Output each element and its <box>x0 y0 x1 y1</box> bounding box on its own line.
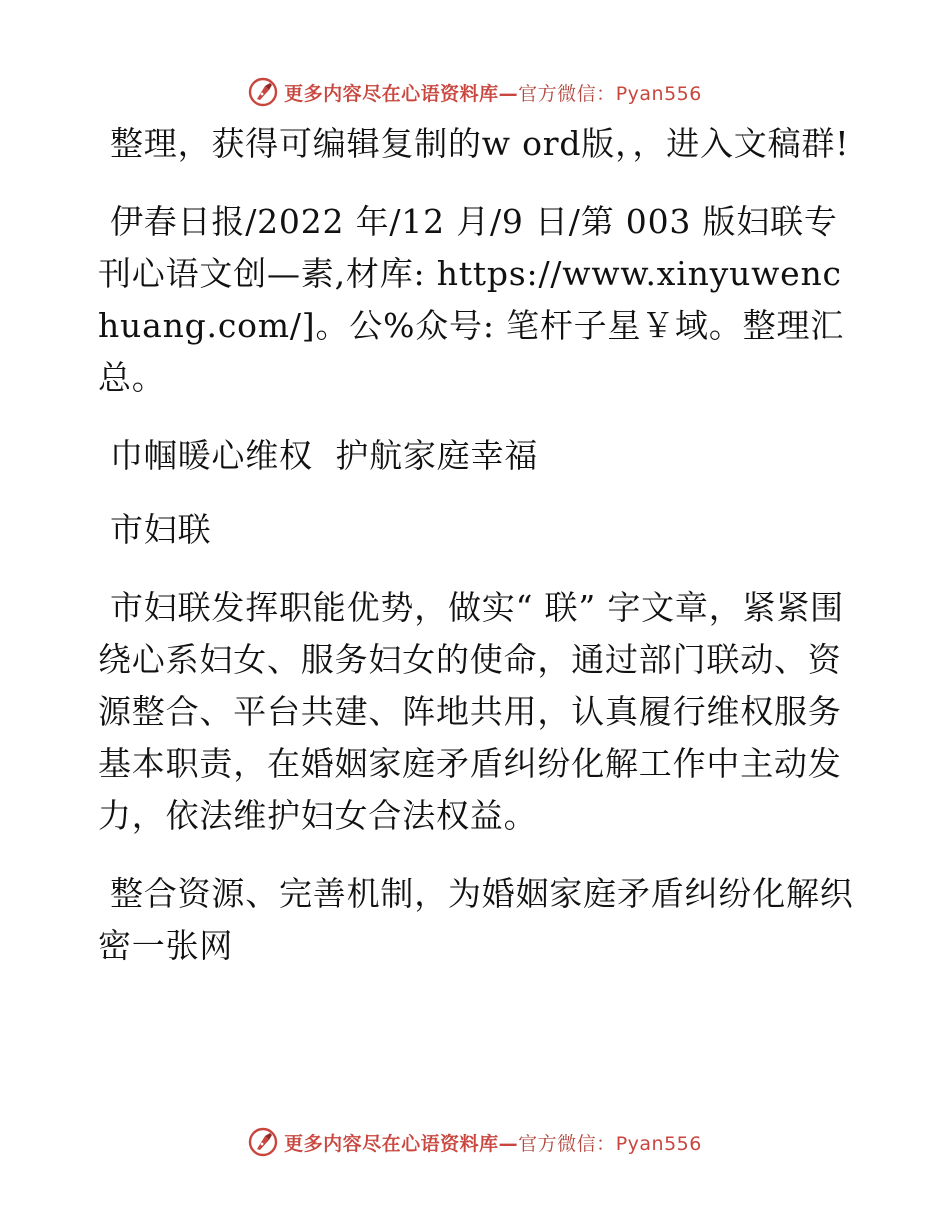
banner-dash: — <box>498 1132 519 1155</box>
article-title: 巾帼暖心维权 护航家庭幸福 <box>110 436 539 475</box>
footer-banner <box>0 1122 950 1162</box>
banner-wechat-id: Pyan556 <box>615 1132 702 1155</box>
banner-wechat-label: 官方微信： <box>518 1132 616 1155</box>
source-info-paragraph: 伊春日报/2022 年/12 月/9 日/第 003 版妇联专刊心语文创—素,材库: https://www.xinyuwenchuang.com/]。公%众号: 笔杆子星￥域。整理汇总。 <box>98 202 845 397</box>
banner-text <box>284 79 702 106</box>
article-body-paragraph: 市妇联发挥职能优势，做实“ 联” 字文章，紧紧围绕心系妇女、服务妇女的使命，通过部门联动、资源整合、平台共建、阵地共用，认真履行维权服务基本职责，在婚姻家庭矛盾纠纷化解工作中主动发力，依法维护妇女合法权益。 <box>98 588 844 835</box>
banner-brand-text: 更多内容尽在心语资料库 <box>284 82 499 105</box>
footer-banner-content <box>248 1127 702 1157</box>
article-author: 市妇联 <box>110 510 212 549</box>
banner-wechat-id: Pyan556 <box>615 82 702 105</box>
pen-nib-logo-icon <box>248 77 278 107</box>
document-body <box>98 118 858 998</box>
intro-note-paragraph: 整理，获得可编辑复制的w ord版，，进入文稿群! <box>110 124 850 163</box>
header-banner <box>0 72 950 112</box>
banner-wechat-label: 官方微信： <box>518 82 616 105</box>
section-heading: 整合资源、完善机制，为婚姻家庭矛盾纠纷化解织密一张网 <box>98 874 854 965</box>
banner-brand-text: 更多内容尽在心语资料库 <box>284 1132 499 1155</box>
header-banner-content <box>248 77 702 107</box>
pen-nib-logo-icon <box>248 1127 278 1157</box>
banner-dash: — <box>498 82 519 105</box>
banner-text <box>284 1129 702 1156</box>
